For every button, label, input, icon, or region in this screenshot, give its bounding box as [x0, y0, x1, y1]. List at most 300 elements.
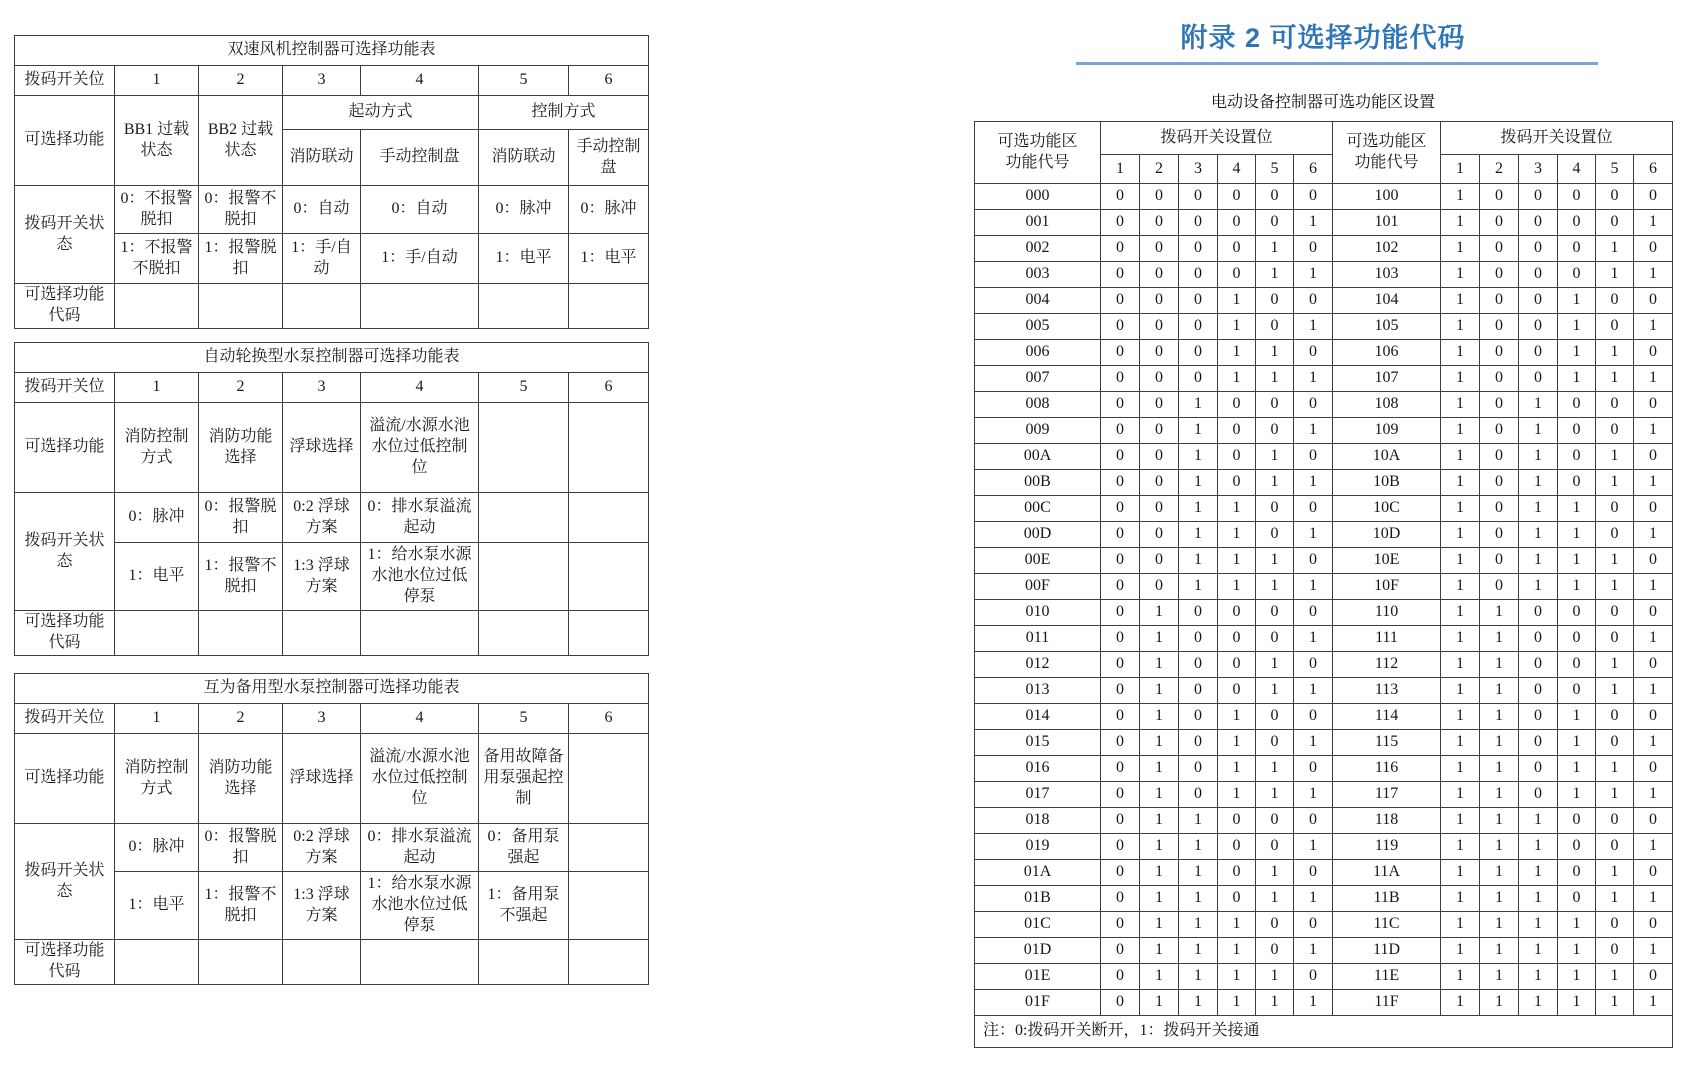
code-table-row	[975, 548, 1673, 574]
bit-value-cell: 1	[1256, 262, 1294, 288]
bit-value-cell: 0	[1294, 704, 1333, 730]
bit-value-cell: 0	[1256, 418, 1294, 444]
function-code-cell: 00E	[975, 548, 1101, 574]
bit-value-cell: 1	[1519, 912, 1558, 938]
bit-value-cell: 0	[1101, 756, 1140, 782]
function-code-cell: 019	[975, 834, 1101, 860]
bit-value-cell: 1	[1519, 496, 1558, 522]
bit-value-cell: 1	[1179, 496, 1218, 522]
bit-value-cell: 0	[1179, 756, 1218, 782]
function-cell: BB2 过载状态	[199, 96, 283, 186]
bit-value-cell: 0	[1256, 912, 1294, 938]
function-code-cell: 118	[1333, 808, 1441, 834]
bit-value-cell: 1	[1634, 626, 1673, 652]
function-code-cell: 116	[1333, 756, 1441, 782]
bit-value-cell: 0	[1480, 418, 1519, 444]
function-code-cell: 117	[1333, 782, 1441, 808]
bit-value-cell: 1	[1634, 366, 1673, 392]
function-cell: 消防控制方式	[115, 403, 199, 493]
function-code-cell: 00A	[975, 444, 1101, 470]
bit-value-cell: 1	[1256, 340, 1294, 366]
code-table-row	[975, 210, 1673, 236]
bit-value-cell: 0	[1101, 808, 1140, 834]
bit-value-cell: 1	[1441, 808, 1480, 834]
bit-value-cell: 1	[1634, 782, 1673, 808]
bit-index: 5	[479, 66, 569, 96]
bit-value-cell: 0	[1519, 652, 1558, 678]
bit-value-cell: 1	[1558, 340, 1596, 366]
bit-value-cell: 1	[1519, 834, 1558, 860]
empty-cell	[361, 284, 479, 329]
bit-value-cell: 0	[1558, 808, 1596, 834]
state-cell	[479, 493, 569, 543]
row-label: 拨码开关位	[15, 66, 115, 96]
bit-value-cell: 1	[1179, 886, 1218, 912]
bit-value-cell: 1	[1140, 938, 1179, 964]
bit-value-cell: 1	[1596, 444, 1634, 470]
bit-value-cell: 0	[1596, 496, 1634, 522]
bit-value-cell: 0	[1218, 236, 1256, 262]
bit-value-cell: 0	[1101, 392, 1140, 418]
bit-value-cell: 0	[1101, 704, 1140, 730]
bit-value-cell: 0	[1218, 834, 1256, 860]
bit-value-cell: 0	[1101, 574, 1140, 600]
bit-value-cell: 0	[1558, 860, 1596, 886]
code-table-row	[975, 600, 1673, 626]
bit-value-cell: 1	[1140, 964, 1179, 990]
bit-value-cell: 0	[1101, 860, 1140, 886]
bit-value-cell: 1	[1480, 886, 1519, 912]
bit-value-cell: 1	[1218, 522, 1256, 548]
bit-value-cell: 1	[1480, 756, 1519, 782]
bit-value-cell: 1	[1140, 756, 1179, 782]
function-code-cell: 11B	[1333, 886, 1441, 912]
bit-value-cell: 0	[1596, 314, 1634, 340]
state-cell: 1：电平	[115, 543, 199, 611]
bit-value-cell: 1	[1256, 574, 1294, 600]
bit-index: 2	[199, 373, 283, 403]
bit-value-cell: 0	[1218, 392, 1256, 418]
bit-value-cell: 0	[1596, 210, 1634, 236]
bit-value-cell: 1	[1519, 418, 1558, 444]
bit-value-cell: 1	[1480, 912, 1519, 938]
function-code-cell: 008	[975, 392, 1101, 418]
bit-index: 5	[479, 373, 569, 403]
bit-value-cell: 0	[1480, 288, 1519, 314]
bit-value-cell: 0	[1140, 392, 1179, 418]
bit-value-cell: 0	[1140, 184, 1179, 210]
bit-value-cell: 1	[1140, 912, 1179, 938]
function-code-cell: 110	[1333, 600, 1441, 626]
bit-value-cell: 0	[1294, 652, 1333, 678]
bit-value-cell: 0	[1519, 704, 1558, 730]
code-table-row	[975, 808, 1673, 834]
bit-value-cell: 0	[1634, 184, 1673, 210]
function-code-cell: 119	[1333, 834, 1441, 860]
bit-value-cell: 0	[1256, 496, 1294, 522]
bit-value-cell: 1	[1218, 912, 1256, 938]
bit-value-cell: 1	[1294, 210, 1333, 236]
function-code-cell: 11E	[1333, 964, 1441, 990]
bit-value-cell: 0	[1218, 652, 1256, 678]
bits-column-header: 拨码开关设置位	[1101, 122, 1333, 155]
bit-value-cell: 0	[1218, 600, 1256, 626]
bit-value-cell: 0	[1480, 392, 1519, 418]
bit-value-cell: 1	[1558, 574, 1596, 600]
bit-value-cell: 0	[1140, 470, 1179, 496]
code-table-row	[975, 470, 1673, 496]
function-code-cell: 102	[1333, 236, 1441, 262]
function-code-cell: 009	[975, 418, 1101, 444]
empty-cell	[283, 940, 361, 985]
function-code-cell: 001	[975, 210, 1101, 236]
bit-value-cell: 0	[1218, 470, 1256, 496]
bit-value-cell: 1	[1218, 730, 1256, 756]
bit-value-cell: 1	[1596, 236, 1634, 262]
bit-index: 2	[1480, 155, 1519, 184]
code-table-row	[975, 938, 1673, 964]
bit-value-cell: 0	[1140, 288, 1179, 314]
bit-value-cell: 0	[1294, 964, 1333, 990]
bit-value-cell: 0	[1101, 678, 1140, 704]
bit-value-cell: 1	[1140, 626, 1179, 652]
bit-value-cell: 1	[1634, 730, 1673, 756]
function-code-cell: 107	[1333, 366, 1441, 392]
function-code-cell: 014	[975, 704, 1101, 730]
bit-value-cell: 0	[1294, 756, 1333, 782]
bit-value-cell: 1	[1218, 704, 1256, 730]
bit-value-cell: 1	[1519, 522, 1558, 548]
bit-value-cell: 1	[1256, 548, 1294, 574]
function-code-cell: 012	[975, 652, 1101, 678]
bit-value-cell: 0	[1519, 184, 1558, 210]
bit-value-cell: 0	[1101, 470, 1140, 496]
code-table-caption: 电动设备控制器可选功能区设置	[1210, 94, 1435, 111]
bit-value-cell: 1	[1558, 912, 1596, 938]
bit-value-cell: 0	[1558, 652, 1596, 678]
bit-value-cell: 1	[1596, 964, 1634, 990]
bit-value-cell: 0	[1294, 392, 1333, 418]
bit-value-cell: 0	[1179, 184, 1218, 210]
function-cell: 手动控制盘	[569, 130, 649, 186]
row-label: 拨码开关位	[15, 704, 115, 734]
bit-value-cell: 1	[1519, 392, 1558, 418]
function-cell: BB1 过载状态	[115, 96, 199, 186]
bit-value-cell: 1	[1596, 756, 1634, 782]
bit-value-cell: 1	[1441, 834, 1480, 860]
bit-value-cell: 0	[1256, 314, 1294, 340]
bit-value-cell: 1	[1256, 678, 1294, 704]
bit-value-cell: 1	[1294, 262, 1333, 288]
function-cell: 溢流/水源水池水位过低控制位	[361, 403, 479, 493]
bit-value-cell: 1	[1558, 990, 1596, 1016]
bit-value-cell: 0	[1101, 262, 1140, 288]
bit-value-cell: 1	[1519, 574, 1558, 600]
function-cell: 消防联动	[479, 130, 569, 186]
bit-value-cell: 0	[1519, 314, 1558, 340]
bit-value-cell: 1	[1558, 938, 1596, 964]
empty-cell	[479, 284, 569, 329]
bit-value-cell: 0	[1256, 522, 1294, 548]
row-label: 拨码开关状态	[15, 186, 115, 284]
bit-index: 4	[361, 373, 479, 403]
bit-value-cell: 1	[1441, 210, 1480, 236]
state-cell: 0：报警脱扣	[199, 824, 283, 872]
bit-index: 1	[1101, 155, 1140, 184]
bit-value-cell: 0	[1140, 210, 1179, 236]
function-code-cell: 01D	[975, 938, 1101, 964]
bit-value-cell: 0	[1256, 730, 1294, 756]
bit-value-cell: 1	[1596, 366, 1634, 392]
empty-cell	[283, 611, 361, 656]
state-cell: 0：排水泵溢流起动	[361, 493, 479, 543]
bit-value-cell: 0	[1634, 704, 1673, 730]
bit-value-cell: 1	[1179, 938, 1218, 964]
bit-value-cell: 0	[1634, 444, 1673, 470]
function-code-cell: 01A	[975, 860, 1101, 886]
function-code-cell: 101	[1333, 210, 1441, 236]
bit-value-cell: 1	[1596, 470, 1634, 496]
function-code-cell: 002	[975, 236, 1101, 262]
bit-value-cell: 1	[1596, 886, 1634, 912]
empty-cell	[361, 940, 479, 985]
bit-value-cell: 0	[1179, 288, 1218, 314]
function-cell: 溢流/水源水池水位过低控制位	[361, 734, 479, 824]
bit-index: 4	[1558, 155, 1596, 184]
bit-value-cell: 0	[1519, 626, 1558, 652]
state-cell: 1：给水泵水源水池水位过低停泵	[361, 543, 479, 611]
bit-value-cell: 1	[1558, 704, 1596, 730]
bit-value-cell: 1	[1140, 600, 1179, 626]
bit-value-cell: 1	[1558, 522, 1596, 548]
bit-value-cell: 0	[1519, 678, 1558, 704]
bit-value-cell: 1	[1179, 990, 1218, 1016]
bit-value-cell: 1	[1596, 262, 1634, 288]
bit-value-cell: 1	[1256, 652, 1294, 678]
bit-value-cell: 0	[1634, 600, 1673, 626]
function-code-cell: 11D	[1333, 938, 1441, 964]
bit-value-cell: 1	[1634, 990, 1673, 1016]
bit-value-cell: 1	[1558, 314, 1596, 340]
bit-value-cell: 0	[1480, 470, 1519, 496]
bit-value-cell: 1	[1256, 470, 1294, 496]
function-code-cell: 108	[1333, 392, 1441, 418]
bit-value-cell: 0	[1256, 834, 1294, 860]
row-label: 可选择功能	[15, 96, 115, 186]
bit-value-cell: 1	[1480, 652, 1519, 678]
bit-value-cell: 0	[1140, 522, 1179, 548]
bit-value-cell: 0	[1140, 236, 1179, 262]
bit-index: 6	[569, 66, 649, 96]
state-cell: 1：报警脱扣	[199, 234, 283, 284]
function-code-cell: 11F	[1333, 990, 1441, 1016]
function-code-cell: 00C	[975, 496, 1101, 522]
state-cell	[569, 824, 649, 872]
bit-value-cell: 1	[1294, 730, 1333, 756]
empty-cell	[115, 940, 199, 985]
rotation-pump-function-table	[14, 342, 649, 656]
bit-value-cell: 0	[1596, 912, 1634, 938]
bit-value-cell: 1	[1596, 574, 1634, 600]
bit-value-cell: 0	[1480, 574, 1519, 600]
code-table-row	[975, 990, 1673, 1016]
row-label: 拨码开关状态	[15, 824, 115, 940]
function-code-cell: 007	[975, 366, 1101, 392]
bit-index: 6	[569, 704, 649, 734]
bit-value-cell: 1	[1218, 938, 1256, 964]
function-code-cell: 00D	[975, 522, 1101, 548]
code-table-row	[975, 340, 1673, 366]
bit-value-cell: 0	[1596, 600, 1634, 626]
code-table-row	[975, 860, 1673, 886]
bit-value-cell: 0	[1179, 340, 1218, 366]
bit-value-cell: 1	[1294, 418, 1333, 444]
bit-value-cell: 1	[1634, 678, 1673, 704]
code-column-header-line2: 功能代号	[1354, 153, 1419, 171]
bit-value-cell: 0	[1101, 730, 1140, 756]
bit-index: 4	[361, 66, 479, 96]
table-note: 注：0:拨码开关断开，1：拨码开关接通	[975, 1016, 1673, 1048]
bit-value-cell: 0	[1101, 782, 1140, 808]
state-cell: 0：脉冲	[569, 186, 649, 234]
bit-value-cell: 0	[1101, 600, 1140, 626]
bit-value-cell: 0	[1596, 730, 1634, 756]
bit-value-cell: 0	[1634, 288, 1673, 314]
bit-value-cell: 0	[1294, 860, 1333, 886]
bit-value-cell: 1	[1480, 990, 1519, 1016]
bit-value-cell: 0	[1101, 886, 1140, 912]
bit-value-cell: 1	[1294, 886, 1333, 912]
bit-value-cell: 1	[1218, 756, 1256, 782]
bit-value-cell: 0	[1294, 496, 1333, 522]
bit-value-cell: 0	[1218, 626, 1256, 652]
code-column-header-line2: 功能代号	[1005, 153, 1070, 171]
function-code-cell: 111	[1333, 626, 1441, 652]
row-label: 拨码开关位	[15, 373, 115, 403]
code-table-row	[975, 574, 1673, 600]
bit-value-cell: 0	[1480, 548, 1519, 574]
bit-value-cell: 1	[1558, 730, 1596, 756]
bit-value-cell: 0	[1519, 236, 1558, 262]
bit-value-cell: 1	[1256, 964, 1294, 990]
state-cell	[569, 493, 649, 543]
bit-index: 4	[361, 704, 479, 734]
bit-value-cell: 1	[1294, 990, 1333, 1016]
bit-value-cell: 1	[1218, 782, 1256, 808]
bit-value-cell: 0	[1519, 782, 1558, 808]
bit-value-cell: 0	[1480, 366, 1519, 392]
bit-value-cell: 1	[1596, 652, 1634, 678]
bit-value-cell: 0	[1140, 548, 1179, 574]
bit-value-cell: 0	[1519, 600, 1558, 626]
backup-pump-function-table	[14, 673, 649, 985]
empty-cell	[479, 940, 569, 985]
bit-value-cell: 0	[1101, 418, 1140, 444]
function-code-cell: 01E	[975, 964, 1101, 990]
bit-value-cell: 0	[1256, 626, 1294, 652]
bit-index: 5	[479, 704, 569, 734]
bit-value-cell: 0	[1519, 262, 1558, 288]
bit-value-cell: 0	[1101, 626, 1140, 652]
bit-value-cell: 1	[1441, 886, 1480, 912]
bit-value-cell: 1	[1558, 288, 1596, 314]
bit-value-cell: 0	[1101, 340, 1140, 366]
bit-value-cell: 1	[1256, 236, 1294, 262]
bit-value-cell: 1	[1140, 990, 1179, 1016]
table-title: 自动轮换型水泵控制器可选择功能表	[15, 343, 649, 373]
bit-value-cell: 0	[1101, 236, 1140, 262]
bit-value-cell: 0	[1179, 652, 1218, 678]
bit-value-cell: 0	[1558, 886, 1596, 912]
row-label: 可选择功能代码	[15, 284, 115, 329]
function-code-cell: 016	[975, 756, 1101, 782]
bit-value-cell: 1	[1179, 912, 1218, 938]
bit-value-cell: 1	[1441, 340, 1480, 366]
code-table-row	[975, 886, 1673, 912]
bit-value-cell: 0	[1480, 522, 1519, 548]
bit-index: 2	[1140, 155, 1179, 184]
bit-value-cell: 1	[1256, 366, 1294, 392]
function-code-cell: 01B	[975, 886, 1101, 912]
function-code-cell: 10C	[1333, 496, 1441, 522]
bit-value-cell: 1	[1480, 730, 1519, 756]
bit-value-cell: 1	[1596, 990, 1634, 1016]
function-code-cell: 103	[1333, 262, 1441, 288]
bit-value-cell: 1	[1596, 678, 1634, 704]
bit-value-cell: 1	[1480, 964, 1519, 990]
bit-value-cell: 1	[1441, 288, 1480, 314]
bit-value-cell: 1	[1519, 990, 1558, 1016]
bit-value-cell: 1	[1441, 548, 1480, 574]
bit-value-cell: 1	[1441, 912, 1480, 938]
function-code-cell: 10F	[1333, 574, 1441, 600]
bit-value-cell: 0	[1634, 808, 1673, 834]
bit-value-cell: 1	[1441, 860, 1480, 886]
bit-value-cell: 0	[1480, 340, 1519, 366]
bit-value-cell: 0	[1480, 262, 1519, 288]
bit-value-cell: 1	[1634, 834, 1673, 860]
bit-value-cell: 1	[1634, 262, 1673, 288]
empty-cell	[569, 611, 649, 656]
bit-value-cell: 0	[1218, 184, 1256, 210]
function-code-cell: 109	[1333, 418, 1441, 444]
function-cell: 消防功能选择	[199, 734, 283, 824]
state-cell: 0：不报警脱扣	[115, 186, 199, 234]
bit-value-cell: 0	[1294, 808, 1333, 834]
bit-value-cell: 0	[1140, 496, 1179, 522]
bit-value-cell: 1	[1634, 886, 1673, 912]
bit-value-cell: 0	[1218, 210, 1256, 236]
bit-value-cell: 0	[1558, 470, 1596, 496]
bit-value-cell: 1	[1441, 990, 1480, 1016]
empty-cell	[283, 284, 361, 329]
bit-value-cell: 0	[1558, 444, 1596, 470]
state-cell: 0:2 浮球方案	[283, 824, 361, 872]
bit-value-cell: 1	[1480, 834, 1519, 860]
bit-value-cell: 1	[1140, 782, 1179, 808]
function-group-cell: 起动方式	[283, 96, 479, 130]
bit-value-cell: 1	[1480, 938, 1519, 964]
bit-value-cell: 0	[1634, 964, 1673, 990]
bit-value-cell: 0	[1519, 340, 1558, 366]
function-cell: 浮球选择	[283, 734, 361, 824]
code-table-row	[975, 522, 1673, 548]
function-cell	[479, 403, 569, 493]
function-code-cell: 004	[975, 288, 1101, 314]
state-cell: 1：手/自动	[361, 234, 479, 284]
code-table-row	[975, 314, 1673, 340]
bit-index: 5	[1256, 155, 1294, 184]
